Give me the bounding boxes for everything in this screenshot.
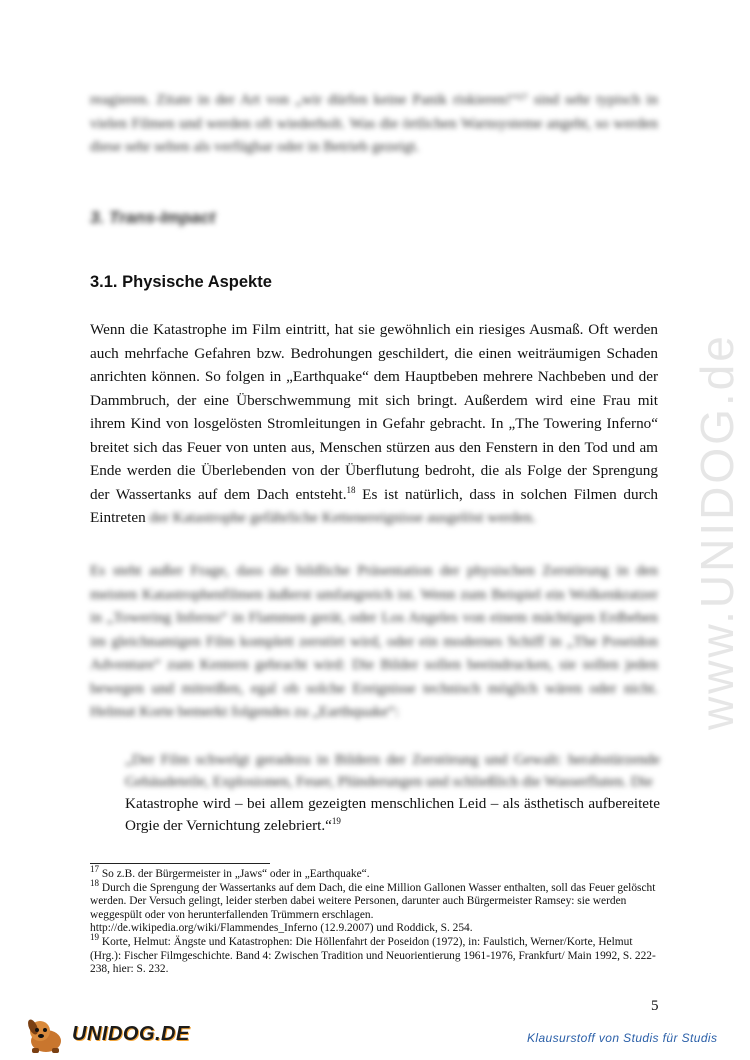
logo-text: UNIDOG.DE: [72, 1023, 190, 1045]
footnote-ref-19: 19: [331, 815, 341, 826]
footnote-url: http://de.wikipedia.org/wiki/Flammendes_Inferno (12.9.2007) und Roddick, S. 254.: [90, 922, 473, 935]
footnote-text: Korte, Helmut: Ängste und Katastrophen: Die Höllenfahrt der Poseidon (1972), in: Faulstich, Werner/Korte, Helmut (Hrg.): Fischer Filmgeschichte. Band 4: Zwischen Tradition und Neuorientierung 1961-1976, Frankfurt/ Main 1992, S. 222-238, hier: S. 232.: [90, 935, 656, 976]
footnote-text: So z.B. der Bürgermeister in „Jaws“ oder in „Earthquake“.: [99, 868, 370, 880]
tagline: Klausurstoff von Studis für Studis: [527, 1031, 718, 1045]
section-heading: 3. Trans-Impact: [90, 208, 216, 227]
footnote-18: [90, 877, 660, 936]
unidog-logo: [20, 1015, 190, 1055]
footnote-number: 19: [90, 932, 99, 943]
footnotes: [90, 864, 660, 977]
quote-visible: Katastrophe wird – bei allem gezeigten menschlichen Leid – als ästhetisch aufbereitete Orgie der Vernichtung zelebriert.“: [125, 795, 660, 834]
paragraph-blurred-line: der Katastrophe gefährliche Kettenereignisse ausgelöst werden.: [149, 509, 536, 526]
footnote-text: Durch die Sprengung der Wassertanks auf dem Dach, die eine Million Gallonen Wasser enthalten, soll das Feuer gelöscht werden. Der Versuch gelingt, leider sterben dabei weitere Personen, darunter auch Bürgermeister Ramsey: sie werden weggespült oder von herunterfallenden Trümmern erschlagen.: [90, 881, 656, 921]
paragraph-blurred: Es steht außer Frage, dass die bildliche Präsentation der physischen Zerstörung in den meisten Katastrophenfilmen äußerst umfangreich ist. Wenn zum Beispiel ein Wolkenkratzer in „Towering Inferno“ in Flammen gerät, oder Los Angeles von einem mächtigen Erdbeben im gleichnamigen Film komplett zerstört wird, oder ein modernes Schiff in „The Poseidon Adventure“ zum Kentern gebracht wird: Die Bilder sollen beeindrucken, sie sollen jeden bewegen und mitreißen, egal ob solche Ereignisse technisch möglich wären oder nicht. Helmut Korte bemerkt folgendes zu „Earthquake“:: [90, 562, 658, 720]
footnote-number: 18: [90, 877, 99, 888]
footnote-divider: [90, 863, 270, 864]
subsection-heading: 3.1. Physische Aspekte: [90, 273, 272, 291]
watermark-text: www.UNIDOG.de: [691, 333, 743, 730]
footnote-number: 17: [90, 864, 99, 875]
quote-blurred: „Der Film schwelgt geradezu in Bildern der Zerstörung und Gewalt: herabstürzende Gebäudeteile, Explosionen, Feuer, Plünderungen und schließlich die Wasserfluten. Die: [125, 751, 660, 790]
footnote-ref-18: 18: [346, 484, 356, 495]
block-quote: [125, 749, 660, 837]
paragraph-text-tail: Es ist natürlich, dass in solchen Filmen durch Eintreten: [90, 485, 658, 526]
paragraph-text: Wenn die Katastrophe im Film eintritt, hat sie gewöhnlich ein riesiges Ausmaß. Oft werden auch mehrfache Gefahren bzw. Bedrohungen geschildert, die einen weiträumigen Schaden anrichten können. So folgen in „Earthquake“ dem Hauptbeben mehrere Nachbeben und der Dammbruch, der eine Überschwemmung mit sich bringt. Außerdem wird eine Frau mit ihrem Kind von losgelösten Stromleitungen in Gefahr gebracht. In „The Towering Inferno“ breitet sich das Feuer von unten aus, Menschen stürzen aus den Fenstern in den Tod und am Ende werden die Überlebenden von der Überflutung bedroht, die als Folge der Sprengung der Wassertanks auf dem Dach entsteht.: [90, 321, 658, 503]
footnote-19: [90, 932, 660, 977]
paragraph-physical-aspects: [90, 318, 658, 530]
page-number: 5: [651, 998, 659, 1014]
intro-paragraph-blurred: reagieren. Zitate in der Art von „wir dürfen keine Panik riskieren!“¹⁷ sind sehr typisch in vielen Filmen und werden oft wiederholt. Was die örtlichen Warnsysteme angeht, so werden diese sehr selten als verfügbar oder in Betrieb gezeigt.: [90, 91, 658, 155]
dog-icon: [20, 1015, 72, 1055]
footnote-17: [90, 864, 660, 882]
